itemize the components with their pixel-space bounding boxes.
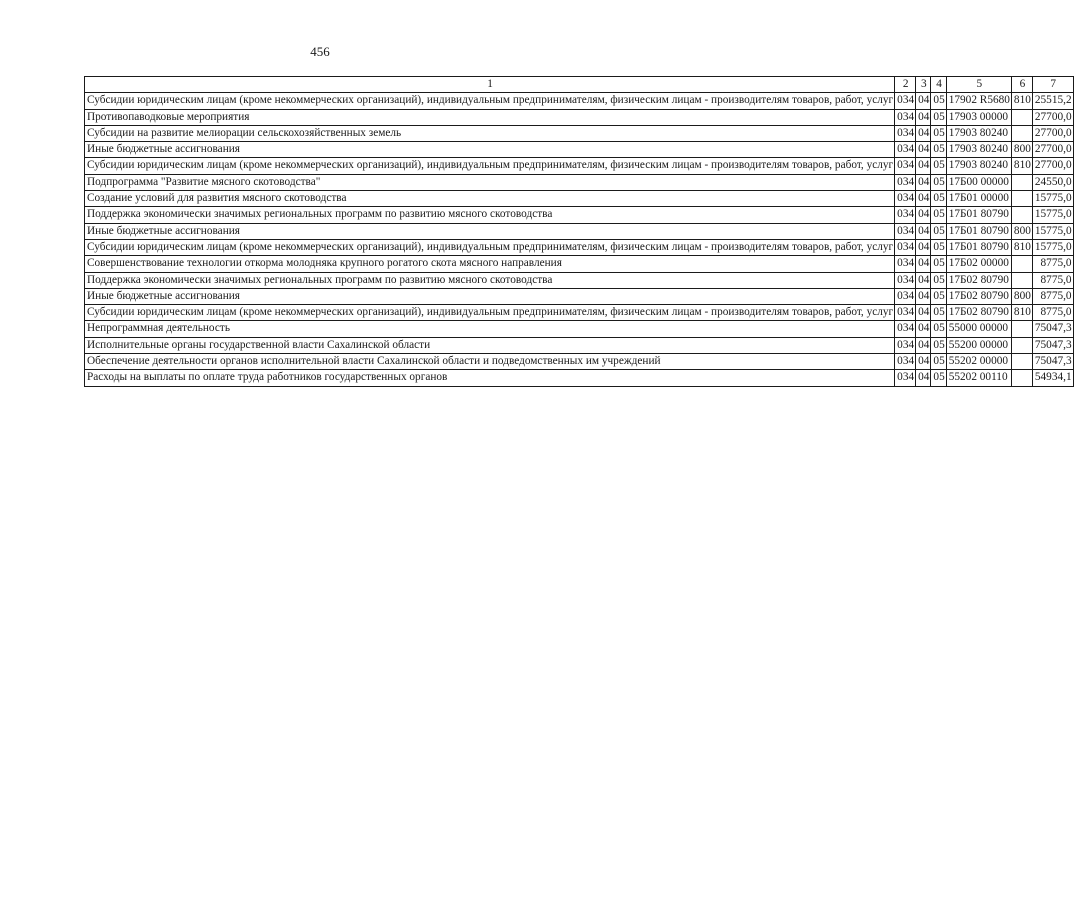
- expense-type-cell: [1011, 174, 1032, 190]
- amount-cell: 27700,0: [1032, 158, 1073, 174]
- expense-type-cell: [1011, 191, 1032, 207]
- row-name-cell: Исполнительные органы государственной власти Сахалинской области: [85, 337, 895, 353]
- amount-cell: 27700,0: [1032, 125, 1073, 141]
- amount-cell: 75047,3: [1032, 354, 1073, 370]
- table-row: [85, 239, 1074, 255]
- target-article-cell: 17903 80240: [946, 142, 1011, 158]
- amount-cell: 24550,0: [1032, 174, 1073, 190]
- table-row: [85, 142, 1074, 158]
- section-code-cell: 04: [916, 125, 931, 141]
- subsection-code-cell: 05: [931, 174, 946, 190]
- expense-type-cell: 800: [1011, 288, 1032, 304]
- target-article-cell: 17Б02 00000: [946, 256, 1011, 272]
- section-code-cell: 04: [916, 239, 931, 255]
- ministry-code-cell: 034: [895, 272, 916, 288]
- row-name-cell: Иные бюджетные ассигнования: [85, 142, 895, 158]
- ministry-code-cell: 034: [895, 191, 916, 207]
- ministry-code-cell: 034: [895, 125, 916, 141]
- ministry-code-cell: 034: [895, 223, 916, 239]
- expense-type-cell: [1011, 256, 1032, 272]
- expense-type-cell: [1011, 272, 1032, 288]
- section-code-cell: 04: [916, 288, 931, 304]
- expense-type-cell: [1011, 207, 1032, 223]
- table-row: [85, 109, 1074, 125]
- subsection-code-cell: 05: [931, 93, 946, 109]
- section-code-cell: 04: [916, 370, 931, 386]
- amount-cell: 8775,0: [1032, 256, 1073, 272]
- row-name-cell: Поддержка экономически значимых региональных программ по развитию мясного скотоводства: [85, 272, 895, 288]
- expense-type-cell: 810: [1011, 305, 1032, 321]
- row-name-cell: Субсидии юридическим лицам (кроме некоммерческих организаций), индивидуальным предпринимателям, физическим лицам - производителям товаров, работ, услуг: [85, 305, 895, 321]
- row-name-cell: Непрограммная деятельность: [85, 321, 895, 337]
- target-article-cell: 17Б01 80790: [946, 207, 1011, 223]
- section-code-cell: 04: [916, 337, 931, 353]
- target-article-cell: 55202 00000: [946, 354, 1011, 370]
- row-name-cell: Субсидии юридическим лицам (кроме некоммерческих организаций), индивидуальным предпринимателям, физическим лицам - производителям товаров, работ, услуг: [85, 239, 895, 255]
- subsection-code-cell: 05: [931, 354, 946, 370]
- target-article-cell: 17Б01 00000: [946, 191, 1011, 207]
- column-header: 4: [931, 77, 946, 93]
- amount-cell: 8775,0: [1032, 288, 1073, 304]
- row-name-cell: Иные бюджетные ассигнования: [85, 288, 895, 304]
- table-row: [85, 223, 1074, 239]
- expense-type-cell: 810: [1011, 158, 1032, 174]
- target-article-cell: 17Б01 80790: [946, 223, 1011, 239]
- column-header: 6: [1011, 77, 1032, 93]
- table-body: [85, 93, 1074, 386]
- subsection-code-cell: 05: [931, 207, 946, 223]
- row-name-cell: Поддержка экономически значимых региональных программ по развитию мясного скотоводства: [85, 207, 895, 223]
- section-code-cell: 04: [916, 109, 931, 125]
- amount-cell: 27700,0: [1032, 142, 1073, 158]
- ministry-code-cell: 034: [895, 142, 916, 158]
- expense-type-cell: 810: [1011, 239, 1032, 255]
- ministry-code-cell: 034: [895, 93, 916, 109]
- target-article-cell: 17Б00 00000: [946, 174, 1011, 190]
- table-row: [85, 93, 1074, 109]
- subsection-code-cell: 05: [931, 256, 946, 272]
- row-name-cell: Подпрограмма "Развитие мясного скотоводства": [85, 174, 895, 190]
- expense-type-cell: [1011, 337, 1032, 353]
- subsection-code-cell: 05: [931, 142, 946, 158]
- subsection-code-cell: 05: [931, 337, 946, 353]
- section-code-cell: 04: [916, 191, 931, 207]
- column-header: 3: [916, 77, 931, 93]
- section-code-cell: 04: [916, 321, 931, 337]
- target-article-cell: 17Б02 80790: [946, 305, 1011, 321]
- amount-cell: 25515,2: [1032, 93, 1073, 109]
- subsection-code-cell: 05: [931, 370, 946, 386]
- target-article-cell: 17903 80240: [946, 158, 1011, 174]
- subsection-code-cell: 05: [931, 288, 946, 304]
- table-row: [85, 256, 1074, 272]
- subsection-code-cell: 05: [931, 125, 946, 141]
- row-name-cell: Субсидии юридическим лицам (кроме некоммерческих организаций), индивидуальным предпринимателям, физическим лицам - производителям товаров, работ, услуг: [85, 93, 895, 109]
- expense-type-cell: [1011, 354, 1032, 370]
- target-article-cell: 55202 00110: [946, 370, 1011, 386]
- page-number: 456: [310, 44, 330, 59]
- section-code-cell: 04: [916, 305, 931, 321]
- table-row: [85, 370, 1074, 386]
- table-row: [85, 321, 1074, 337]
- amount-cell: 54934,1: [1032, 370, 1073, 386]
- subsection-code-cell: 05: [931, 239, 946, 255]
- row-name-cell: Противопаводковые мероприятия: [85, 109, 895, 125]
- ministry-code-cell: 034: [895, 354, 916, 370]
- section-code-cell: 04: [916, 174, 931, 190]
- ministry-code-cell: 034: [895, 174, 916, 190]
- target-article-cell: 17Б01 80790: [946, 239, 1011, 255]
- expense-type-cell: [1011, 321, 1032, 337]
- section-code-cell: 04: [916, 93, 931, 109]
- section-code-cell: 04: [916, 207, 931, 223]
- column-header: 1: [85, 77, 895, 93]
- row-name-cell: Иные бюджетные ассигнования: [85, 223, 895, 239]
- target-article-cell: 17902 R5680: [946, 93, 1011, 109]
- expense-type-cell: 800: [1011, 223, 1032, 239]
- ministry-code-cell: 034: [895, 288, 916, 304]
- column-header: 2: [895, 77, 916, 93]
- expense-type-cell: [1011, 125, 1032, 141]
- table-row: [85, 125, 1074, 141]
- table-row: [85, 305, 1074, 321]
- row-name-cell: Совершенствование технологии откорма молодняка крупного рогатого скота мясного направления: [85, 256, 895, 272]
- budget-table: [84, 76, 1074, 387]
- amount-cell: 8775,0: [1032, 272, 1073, 288]
- section-code-cell: 04: [916, 158, 931, 174]
- target-article-cell: 17903 00000: [946, 109, 1011, 125]
- table-row: [85, 288, 1074, 304]
- row-name-cell: Субсидии юридическим лицам (кроме некоммерческих организаций), индивидуальным предпринимателям, физическим лицам - производителям товаров, работ, услуг: [85, 158, 895, 174]
- target-article-cell: 17903 80240: [946, 125, 1011, 141]
- row-name-cell: Создание условий для развития мясного скотоводства: [85, 191, 895, 207]
- subsection-code-cell: 05: [931, 223, 946, 239]
- subsection-code-cell: 05: [931, 305, 946, 321]
- amount-cell: 15775,0: [1032, 239, 1073, 255]
- row-name-cell: Обеспечение деятельности органов исполнительной власти Сахалинской области и подведомственных им учреждений: [85, 354, 895, 370]
- ministry-code-cell: 034: [895, 337, 916, 353]
- table-row: [85, 272, 1074, 288]
- subsection-code-cell: 05: [931, 272, 946, 288]
- amount-cell: 15775,0: [1032, 207, 1073, 223]
- table-row: [85, 207, 1074, 223]
- section-code-cell: 04: [916, 354, 931, 370]
- table-row: [85, 158, 1074, 174]
- table-row: [85, 354, 1074, 370]
- section-code-cell: 04: [916, 256, 931, 272]
- subsection-code-cell: 05: [931, 158, 946, 174]
- column-header: 7: [1032, 77, 1073, 93]
- column-header: 5: [946, 77, 1011, 93]
- ministry-code-cell: 034: [895, 321, 916, 337]
- section-code-cell: 04: [916, 142, 931, 158]
- amount-cell: 75047,3: [1032, 321, 1073, 337]
- ministry-code-cell: 034: [895, 239, 916, 255]
- amount-cell: 75047,3: [1032, 337, 1073, 353]
- subsection-code-cell: 05: [931, 191, 946, 207]
- amount-cell: 15775,0: [1032, 191, 1073, 207]
- subsection-code-cell: 05: [931, 109, 946, 125]
- ministry-code-cell: 034: [895, 207, 916, 223]
- section-code-cell: 04: [916, 223, 931, 239]
- subsection-code-cell: 05: [931, 321, 946, 337]
- row-name-cell: Субсидии на развитие мелиорации сельскохозяйственных земель: [85, 125, 895, 141]
- expense-type-cell: [1011, 370, 1032, 386]
- target-article-cell: 17Б02 80790: [946, 272, 1011, 288]
- table-row: [85, 191, 1074, 207]
- amount-cell: 8775,0: [1032, 305, 1073, 321]
- ministry-code-cell: 034: [895, 305, 916, 321]
- table-row: [85, 174, 1074, 190]
- amount-cell: 15775,0: [1032, 223, 1073, 239]
- table-header-row: [85, 77, 1074, 93]
- amount-cell: 27700,0: [1032, 109, 1073, 125]
- ministry-code-cell: 034: [895, 256, 916, 272]
- section-code-cell: 04: [916, 272, 931, 288]
- row-name-cell: Расходы на выплаты по оплате труда работников государственных органов: [85, 370, 895, 386]
- table-row: [85, 337, 1074, 353]
- ministry-code-cell: 034: [895, 109, 916, 125]
- expense-type-cell: [1011, 109, 1032, 125]
- ministry-code-cell: 034: [895, 158, 916, 174]
- ministry-code-cell: 034: [895, 370, 916, 386]
- target-article-cell: 55200 00000: [946, 337, 1011, 353]
- expense-type-cell: 800: [1011, 142, 1032, 158]
- target-article-cell: 55000 00000: [946, 321, 1011, 337]
- target-article-cell: 17Б02 80790: [946, 288, 1011, 304]
- expense-type-cell: 810: [1011, 93, 1032, 109]
